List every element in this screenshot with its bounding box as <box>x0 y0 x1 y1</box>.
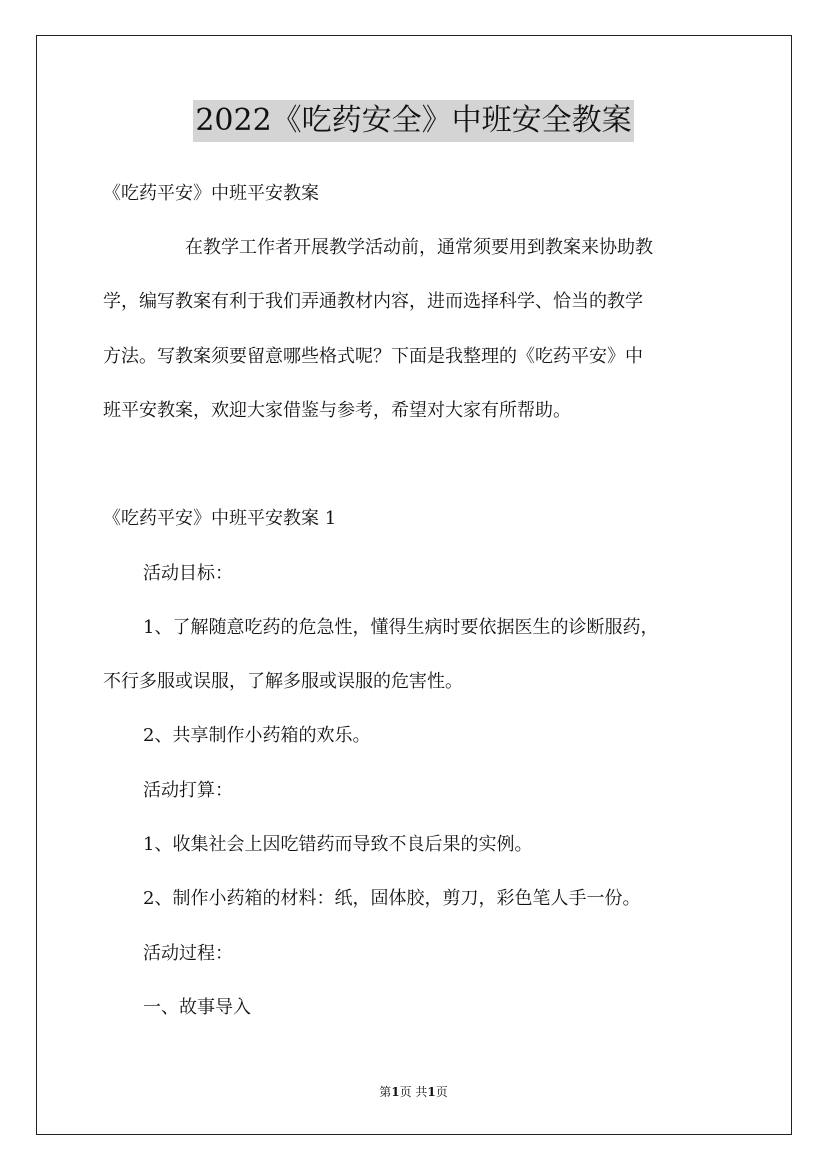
intro-line-3: 方法。写教案须要留意哪些格式呢？下面是我整理的《吃药平安》中 <box>103 346 643 367</box>
intro-line-4: 班平安教案，欢迎大家借鉴与参考，希望对大家有所帮助。 <box>103 400 571 421</box>
intro-line-1: 在教学工作者开展教学活动前，通常须要用到教案来协助教 <box>185 237 653 258</box>
goal-2: 2、共享制作小药箱的欢乐。 <box>143 725 371 746</box>
goal-1-line-2: 不行多服或误服，了解多服或误服的危害性。 <box>103 671 463 692</box>
document-subtitle: 《吃药平安》中班平安教案 <box>103 183 319 204</box>
prep-1: 1、收集社会上因吃错药而导致不良后果的实例。 <box>143 834 533 855</box>
footer-mid: 页 共 <box>399 1085 428 1099</box>
goals-label: 活动目标： <box>143 563 233 584</box>
intro-line-2: 学，编写教案有利于我们弄通教材内容，进而选择科学、恰当的教学 <box>103 291 643 312</box>
document-title: 2022《吃药安全》中班安全教案 <box>193 100 633 142</box>
section-heading: 《吃药平安》中班平安教案 1 <box>103 508 337 529</box>
footer-suffix: 页 <box>435 1085 448 1099</box>
footer-page-total: 1 <box>427 1085 436 1099</box>
process-label: 活动过程： <box>143 943 233 964</box>
prep-2: 2、制作小药箱的材料：纸，固体胶，剪刀，彩色笔人手一份。 <box>143 888 641 909</box>
goal-1-line-1: 1、了解随意吃药的危急性，懂得生病时要依据医生的诊断服药， <box>143 617 659 638</box>
footer-page-number: 1 <box>391 1085 400 1099</box>
prep-label: 活动打算： <box>143 780 233 801</box>
title-container <box>0 100 827 142</box>
process-1: 一、故事导入 <box>143 997 251 1018</box>
footer-prefix: 第 <box>379 1085 392 1099</box>
page-footer <box>0 1084 827 1100</box>
